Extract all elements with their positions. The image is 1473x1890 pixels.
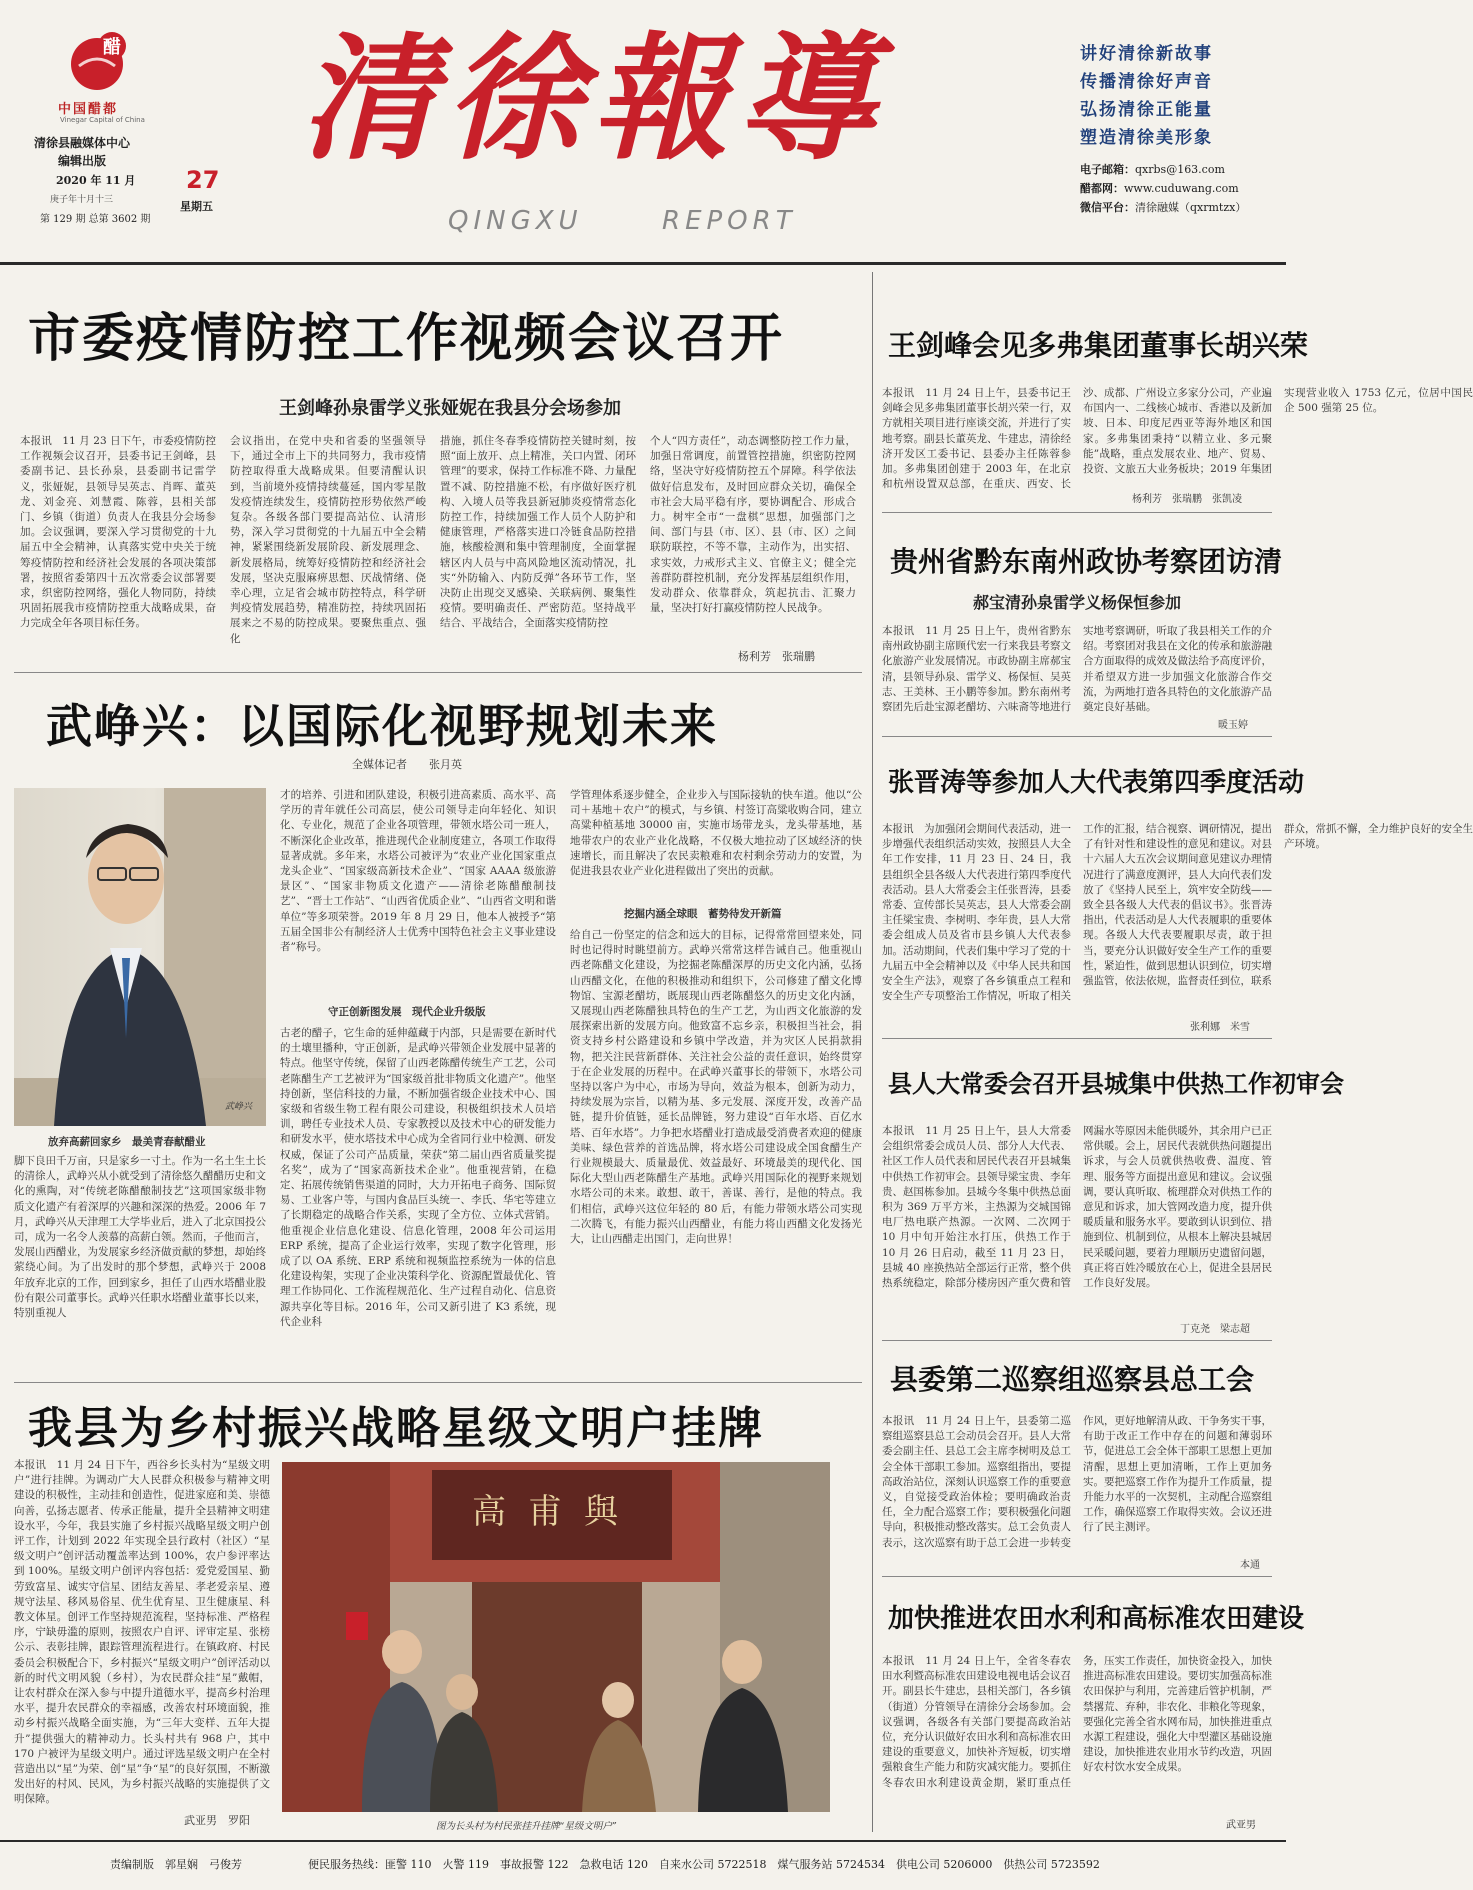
right-4-headline: 县人大常委会召开县城集中供热工作初审会 — [888, 1070, 1344, 1098]
feature-headline: 武峥兴：以国际化视野规划未来 — [46, 699, 718, 753]
lead-headline: 市委疫情防控工作视频会议召开 — [28, 309, 785, 369]
right-6-text: 本报讯 11 月 24 日上午，全省冬春农田水利暨高标准农田建设电视电话会议召开。副县长牛建忠，县相关部门，各乡镇（街道）分管领导在清徐分会场参加。会议强调，各级各有关部门要提高政治站位，充分认识做好农田水利和高标准农田建设的重要意义，加快补齐短板，切实增强粮食生产能力和防灾减灾能力。要抓住冬春农田水利建设黄金期，紧盯重点任务，压实工作责任，加快资金投入，加快推进高标准农田建设。要切实加强高标准农田保护与利用，完善建后管护机制，严禁撂荒、弃种，非农化、非粮化等现象，要强化完善全省水网布局，加快推进重点水源工程建设，强化大中型灌区基础设施建设，加快推进农业用水节约改造，巩固好农村饮水安全成果。 — [882, 1655, 1272, 1789]
lead-col-4: 个人“四方责任”，动态调整防控工作力量，加强日常调度，前置管控措施，织密防控网络，坚决守好疫情防控五个屏障。科学依法做好信息发布，及时回应群众关切，确保全市社会大局平稳有序，要协调配合、形成合力。树牢全市“一盘棋”思想，加强部门之间、部门与县（市、区）、县（市、区）之间联防联控，不等不靠，主动作为，出实招、求实效，力戒形式主义、官僚主义；健全完善群防群控机制，充分发挥基层组织作用，发动群众、依靠群众，筑起抗击、汇聚力量，坚决打好打赢疫情防控人民战争。 — [650, 435, 856, 615]
feature-byline: 全媒体记者 张月英 — [352, 758, 462, 771]
title-en-right: REPORT — [662, 206, 797, 236]
lunar-date: 庚子年十月十三 — [50, 195, 114, 205]
star-headline: 我县为乡村振兴战略星级文明户挂牌 — [28, 1403, 764, 1454]
contact-wechat: 微信平台：清徐融媒（qxrmtzx） — [1080, 201, 1247, 214]
slogans — [1080, 40, 1270, 152]
brand-en: Vinegar Capital of China — [60, 116, 145, 124]
column-divider — [872, 272, 873, 1832]
lead-col-2: 会议指出，在党中央和省委的坚强领导下，通过全市上下的共同努力，我市疫情防控取得重大战略成果。但要清醒认识到，当前境外疫情持续蔓延，国内零星散发疫情连续发生，疫情防控形势依然严峻复杂。各级各部门要提高站位、认清形势，深入学习贯彻党的十九届五中全会精神，紧紧围绕新发展阶段、新发展理念、新发展格局，统筹好疫情防控和经济社会发展，坚决克服麻痹思想、厌战情绪、侥幸心理，立足省会城市防控特点，科学研判疫情发展趋势，精准防控，持续巩固拓展来之不易的防控成果。要聚焦重点、强化 — [230, 435, 426, 645]
feature-col-1: 脚下良田千万亩，只是家乡一寸土。作为一名土生土长的清徐人，武峥兴从小就受到了清徐悠久醋醋历史和文化的熏陶，对“传统老陈醋酿制技艺”这项国家级非物质文化遗产有着深厚的兴趣和深深的热爱。2006 年 7 月，武峥兴从天津理工大学毕业后，进入了北京国投公司，成为一名令人羡慕的高薪白领。然而，子他而言，发展山西醋业，为发展家乡经济做贡献的梦想，却始终萦绕心间。为了出发时的那个梦想，武峥兴于 2008 年放弃北京的工作，回到家乡，担任了山西水塔醋业股份有限公司董事长。武峥兴任职水塔醋业董事长以来，特别重视人 — [14, 1155, 266, 1320]
right-5-credit: 本通 — [1240, 1560, 1260, 1571]
right-1-rule — [882, 512, 1272, 513]
cudu-seal-logo — [64, 24, 134, 94]
feature-col-3: 学管理体系逐步健全，企业步入与国际接轨的快车道。他以“公司＋基地＋农户”的模式，与乡镇、村签订高粱收购合同，建立高粱种植基地 30000 亩，实施市场带龙头，龙头带基地，基地带农户的农业产业化战略，不仅极大地拉动了区域经济的快速增长，而且解决了农民卖粮难和农村剩余劳动力的安置，为促进我县农业产业化进程做出了突出的贡献。 — [570, 789, 862, 878]
issue-date: 2020 年 11 月 — [56, 174, 136, 187]
lead-credit: 杨利芳 张瑞鹏 — [738, 650, 815, 663]
right-2-text: 本报讯 11 月 25 日上午，贵州省黔东南州政协副主席顾代宏一行来我县考察文化旅游产业发展情况。市政协副主席郝宝清，县领导孙泉、雷学义、杨保恒、吴英志、王美林、王小鹏等参加。黔东南州考察团先后赴宝源老醋坊、六味斋等地进行实地考察调研，听取了我县相关工作的介绍。考察团对我县在文化的传承和旅游融合方面取得的成效及做法给予高度评价，并希望双方进一步加强文化旅游合作交流，为两地打造各具特色的文化旅游产品奠定良好基础。 — [882, 625, 1272, 714]
right-5-headline: 县委第二巡察组巡察县总工会 — [890, 1363, 1255, 1396]
right-4-text: 本报讯 11 月 25 日上午，县人大常委会组织常委会成员人员、部分人大代表、社区工作人员代表和居民代表召开县城集中供热工作初审会。县领导梁宝贵、李年贵、赵国栋参加。县城今冬集中供热总面积为 369 万平方米，主热源为交城国锦电厂热电联产热源。一次网、二次网于 10 月中旬开始注水打压，供热工作于 10 月 26 日启动，截至 11 月 23 日，县城 40 座换热站全部运行正常，整个供热系统稳定，除部分楼房因产重欠费和管网漏水等原因未能供暖外，其余用户已正常供暖。会上，居民代表就供热问题提出诉求，与会人员就供热收费、温度、管理、服务等方面提出意见和建议。会议强调，要认真听取、梳理群众对供热工作的意见和诉求，加大管网改造力度，提升供暖质量和服务水平。要敢到认识到位、措施到位、机制到位，从根本上解决县城居民采暖问题，要着力理顺历史遗留问题，真正将百姓冷暖放在心上，促进全县居民工作良好发展。 — [882, 1125, 1272, 1290]
star-text: 本报讯 11 月 24 日下午，西谷乡长头村为“星级文明户”进行挂牌。为调动广大人民群众积极参与精神文明建设的积极性，主动挂和创造性，促进家庭和美、崇德向善，弘扬志愿者、传承正能量，提升全县精神文明建设水平，今年，我县实施了乡村振兴战略星级文明户创评工作，计划到 2022 年实现全县行政村（社区）“星级文明户”创评活动覆盖率达到 100%，农户参评率达到 100%。星级文明户创评内容包括：爱党爱国星、勤劳致富星、诚实守信星、团结友善星、孝老爱亲星、遵规守法星、移风易俗星、优生优育星、卫生健康星、科教文体星。创评工作坚持规范流程，坚持标准、严格程序，宁缺毋滥的原则，按照农户自评、评审定星、张榜公示、表彰挂牌，跟踪管理流程进行。在镇政府、村民委员会积极配合下，乡村振兴“星级文明户”创评活动以新的时代文明风貌（乡村），为农民群众挂“星”戴帽，让农村群众在深入参与中提升道德水平，提高乡村治理水平，提升农民群众的幸福感，改善农村环境面貌，推动乡村振兴战略全面实施，为“三年大变样、五年大提升”提供强大的精神动力。长头村共有 968 户，其中 170 户被评为星级文明户。通过评选星级文明户在全村营造出以“星”为荣、创“星”争“星”的良好氛围，不断激发出好的村风、民风，为乡村振兴战略的实施提供了文明保障。 — [14, 1459, 270, 1806]
newspaper-title: 清徐報導 — [300, 19, 884, 179]
feature-subtitle-1: 放弃高薪回家乡 最美青春献醋业 — [48, 1136, 206, 1148]
feature-rule — [14, 1382, 862, 1383]
masthead — [0, 0, 1286, 260]
feature-subtitle-3: 挖掘内涵全球眼 蓄势待发开新篇 — [624, 908, 782, 920]
right-3-headline: 张晋涛等参加人大代表第四季度活动 — [888, 768, 1305, 798]
right-2-rule — [882, 736, 1272, 737]
right-1-headline: 王剑峰会见多弗集团董事长胡兴荣 — [888, 329, 1309, 362]
slogan-2: 传播清徐好声音 — [1080, 72, 1213, 92]
right-6-headline: 加快推进农田水利和高标准农田建设 — [888, 1604, 1305, 1634]
right-2-headline: 贵州省黔东南州政协考察团访清 — [890, 545, 1283, 578]
lead-col-1: 本报讯 11 月 23 日下午，市委疫情防控工作视频会议召开，县委书记王剑峰，县委副书记、县长孙泉，县委副书记雷学义，张娅妮，县领导吴英志、肖晖、董英龙、刘金亮、刘慧霞、陈蓉，县相关部门、乡镇（街道）负责人在我县分会场参加。会议强调，要深入学习贯彻党的十九届五中全会精神，认真落实党中央关于统筹疫情防控和经济社会发展的各项决策部署，按照省委第四十五次常委会议部署要求，织密防控网络，强化人物同防，持续巩固拓展我市疫情防控重大战略成果，奋力完成全年各项目标任务。 — [20, 435, 216, 630]
right-2-credit: 暖玉婷 — [1218, 720, 1248, 731]
footer-editors: 责编制版 郭星娴 弓俊芳 — [110, 1858, 242, 1871]
slogan-4: 塑造清徐美形象 — [1080, 128, 1213, 148]
brand-cn: 中国醋都 — [58, 102, 119, 117]
star-photo-caption: 图为长头村为村民张挂升挂牌“星级文明户” — [436, 1821, 617, 1832]
photo-plaque-text: 高甫與 — [472, 1492, 640, 1532]
right-5-text: 本报讯 11 月 24 日上午，县委第二巡察组巡察县总工会动员会召开。县人大常委会副主任、县总工会主席李树明及总工会全体干部职工参加。巡察组指出，要提高政治站位，深刻认识巡察工作的重要意义，自觉接受政治体检；要明确政治责任，全力配合巡察工作；要积极强化问题导向，积极推动整改落实。总工会负责人表示，这次巡察有助于总工会进一步转变作风，更好地解清从政、干争务实干事，有助于改正工作中存在的问题和薄弱环节，促进总工会全体干部职工思想上更加清醒，思想上更加清晰，工作上更加务实。要把巡察工作作为提升工作质量，提升能力水平的一次契机，主动配合巡察组工作，确保巡察工作取得实效。会议还进行了民主测评。 — [882, 1415, 1272, 1549]
right-1-credit: 杨利芳 张瑞鹏 张凯凌 — [1132, 494, 1242, 505]
issue-number: 第 129 期 总第 3602 期 — [40, 214, 151, 225]
feature-subtitle-2: 守正创新图发展 现代企业升级版 — [328, 1006, 486, 1018]
feature-col-2b: 古老的醋子，它生命的延伸蕴藏于内部，只是需要在新时代的土壤里播种，守正创新，是武峥兴带领企业发展中显著的特点。他坚守传统，保留了山西老陈醋传统生产工艺，公司老陈醋生产工艺被评为“国家级首批非物质文化遗产”。他坚持创新，坚信科技的力量，不断加强省级企业技术中心、国家级和省级生物工程有限公司建设，积极组织技术人员培训，聘任专业技术人员、专家教授以及技术中心的研发能力和研发水平，使水塔技术中心成为全省同行业中检测、研发权威，保证了公司产品质量，荣获“第二届山西省质量奖提名奖”，成为了“国家高新技术企业”。他重视营销，在稳定、拓展传统销售渠道的同时，大力开拓电子商务、国际贸易、工业客户等，与国内食品巨头统一、李氏、华宅等建立了长期稳定的战略合作关系，实现了全方位、立体式营销。他重视企业信息化建设、信息化管理，2008 年公司运用 ERP 系统，提高了企业运行效率，实现了数字化管理，形成了以 OA 系统、ERP 系统和视频监控系统为一体的信息化建设构架，实现了企业决策科学化、资源配置最优化、管理工作协同化、工作流程规范化、生产过程自动化、信息资源共享化等目标。2016 年，公司又新引进了 K3 系统，现代企业科 — [280, 1027, 556, 1328]
lead-col-3: 措施，抓住冬春季疫情防控关键时刻，按照“面上放开、点上精准，关口内置、闭环管理”的要求，保持工作标准不降、力量配置不减、防控措施不松，有序做好医疗机构、入境人员等我县新冠肺炎疫情常态化防控工作，持续加强工作人员个人防护和健康管理，严格落实进口冷链食品防控措施，核酸检测和集中管理制度，全面掌握辖区内人员与中高风险地区流动情况，扎实“外防输入、内防反弹”各环节工作，坚决防止出现交叉感染、关联病例、聚集性疫情。要明确责任、严密防范。坚持战平结合、平战结合，全面落实疫情防控 — [440, 435, 636, 630]
footer-hotlines: 便民服务热线：匪警 110 火警 119 事故报警 122 急救电话 120 自来水公司 5722518 煤气服务站 5724534 供电公司 5206000 供热公司 5723592 — [308, 1858, 1100, 1871]
right-2-subhead: 郝宝清孙泉雷学义杨保恒参加 — [972, 593, 1181, 612]
feature-photo-name: 武峥兴 — [224, 1102, 252, 1112]
star-event-photo — [282, 1462, 830, 1812]
lead-subhead: 王剑峰孙泉雷学义张娅妮在我县分会场参加 — [279, 398, 621, 419]
contact-block — [1080, 160, 1280, 217]
issue-day: 27 — [186, 166, 220, 194]
right-3-credit: 张利娜 米雪 — [1190, 1022, 1250, 1033]
slogan-3: 弘扬清徐正能量 — [1080, 100, 1213, 120]
slogan-1: 讲好清徐新故事 — [1080, 44, 1213, 64]
contact-website: 醋都网：www.cuduwang.com — [1080, 182, 1239, 195]
feature-col-3b: 给自己一份坚定的信念和远大的目标，记得常常回望来处，同时也记得时时眺望前方。武峥兴常常这样告诫自己。他重视山西老陈醋文化建设，为挖掘老陈醋深厚的历史文化内涵，弘扬山西醋文化，在他的积极推动和组织下，公司修建了醋文化博物馆、宝源老醋坊，既展现山西老陈醋悠久的历史文化内涵，又展现山西老陈醋独具特色的生产工艺，为山西文化旅游的发展探索出新的发展方向。他致富不忘乡亲，积极担当社会，捐资支持乡村公路建设和乡镇中学改造，并为灾区人民捐款捐物，把关注民营新群体、关注社会公益的责任意识，始终贯穿于在企业发展的历程中。在武峥兴董事长的带领下，水塔公司坚持以客户为中心，市场为导向，效益为根本，创新为动力，持续发展为宗旨，以精为基、多元发展、深度开发，改善产品链，提升价值链，延长品牌链，努力建设“百年水塔、百亿水塔、百年水塔”。力争把水塔醋业打造成最受消费者欢迎的健康美味、绿色营养的首选品牌，将水塔公司建设成全国食醋生产行业规模最大、质量最优、效益最好、环境最美的现代化、国际化大型山西老陈醋生产基地。武峥兴用国际化的视野来规划水塔公司的未来。敢想、敢干，善谋、善行，是他的特点。我们相信，武峥兴这位年轻的 80 后，有能力带领水塔公司实现二次腾飞，有能力振兴山西醋业，有能力将山西醋文化发扬光大，让山西醋走出国门，走向世界！ — [570, 929, 862, 1246]
right-3-text: 本报讯 为加强闭会期间代表活动，进一步增强代表组织活动实效，按照县人大全年工作安排，11 月 23 日、24 日，我县组织全县各级人大代表进行第四季度代表活动。县人大常委会主任张晋涛，县委常委、宣传部长吴英志，县人大常委会副主任梁宝贵、李树明、李年贵，县人大常委会组成人员及省市县乡镇人大代表参加。活动期间，代表们集中学习了党的十九届五中全会精神以及《中华人民共和国安全生产法》，观察了各乡镇重点工程和安全生产专项整治工作情况，听取了相关工作的汇报，结合视察、调研情况，提出了有针对性和建设性的意见和建议。对县十六届人大五次会议期间意见建议办理情况进行了满意度测评，县人大向代表们发放了《坚持人民至上，筑牢安全防线——致全县各级人大代表的倡议书》。张晋涛指出，代表活动是人大代表履职的重要体现。各级人大代表要履职尽责，敢于担当，要充分认识做好安全生产工作的重要性，紧迫性，做到思想认识到位，切实增强监管，依法依规，监督责任到位，联系群众，常抓不懈，全力维护良好的安全生产环境。 — [882, 823, 1473, 1003]
weekday: 星期五 — [180, 200, 213, 213]
right-3-rule — [882, 1038, 1272, 1039]
right-5-rule — [882, 1576, 1272, 1577]
feature-portrait-photo — [14, 788, 266, 1126]
person-portrait-icon — [14, 788, 266, 1126]
lead-rule — [14, 672, 862, 673]
star-credit: 武亚男 罗阳 — [184, 1814, 250, 1827]
footer-rule — [0, 1840, 1286, 1842]
right-6-credit: 武亚男 — [1226, 1820, 1256, 1831]
publisher-line2: 编辑出版 — [58, 154, 107, 168]
feature-col-2: 才的培养、引进和团队建设，积极引进高素质、高水平、高学历的青年就任公司高层，使公司领导走向年轻化、知识化、专业化，规范了企业各项管理，带领水塔公司一班人，不断深化企业改革，推进现代企业制度建立，各项工作取得显著成就。多年来，水塔公司被评为“农业产业化国家重点龙头企业”、“国家级高新技术企业”、“国家 AAAA 级旅游景区”、“国家非物质文化遗产——清徐老陈醋酿制技艺”、“晋士工作站”、“山西省优质企业”、“山西省文明和谐单位”等多项荣誉。2019 年 8 月 29 日，他本人被授予“第五届全国非公有制经济人士优秀中国特色社会主义事业建设者”称号。 — [280, 789, 556, 954]
right-4-credit: 丁克尧 梁志超 — [1180, 1324, 1250, 1335]
publisher-line1: 清徐县融媒体中心 — [34, 136, 131, 150]
svg-text:醋: 醋 — [103, 37, 121, 58]
title-en-left: QINGXU — [448, 206, 583, 236]
right-1-text: 本报讯 11 月 24 日上午，县委书记王剑峰会见多弗集团董事长胡兴荣一行，双方就相关项目进行座谈交流，并进行了实地考察。副县长董英龙、牛建忠，清徐经济开发区工委书记、县委办主任陈蓉参加。多弗集团创建于 2003 年，在北京和杭州设置双总部，在重庆、西安、长沙、成都、广州设立多家分公司，产业遍布国内一、二线核心城市、香港以及新加坡、日本、印度尼西亚等海外地区和国家。多弗集团秉持“以精立业、多元聚能”战略，重点发展农业、地产、贸易、投资、文旅五大业务板块；2019 年集团实现营业收入 1753 亿元，位居中国民企 500 强第 25 位。 — [882, 387, 1473, 491]
right-4-rule — [882, 1340, 1272, 1341]
masthead-rule — [0, 262, 1286, 265]
contact-email: 电子邮箱：qxrbs@163.com — [1080, 163, 1225, 176]
